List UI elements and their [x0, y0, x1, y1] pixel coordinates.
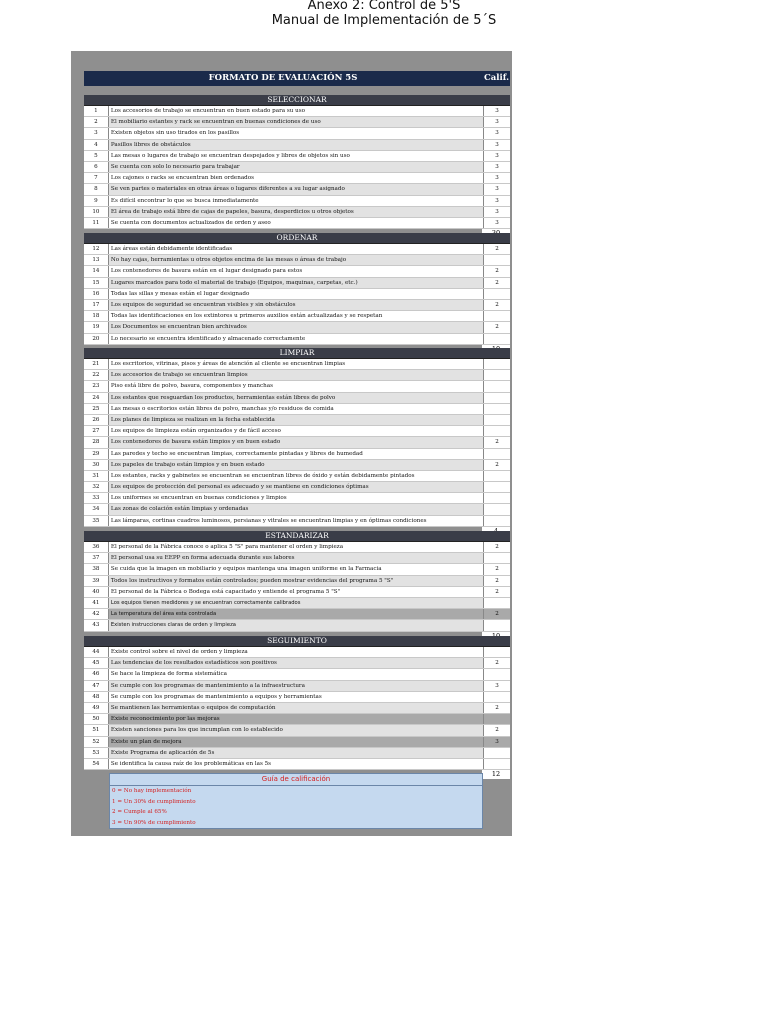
item-description: Las mesas o lugares de trabajo se encuentran despejados y libres de objetos sin uso [108, 151, 484, 161]
table-row [84, 576, 510, 587]
item-number: 3 [84, 128, 108, 138]
table-row [84, 415, 510, 426]
item-number: 26 [84, 415, 108, 425]
table-row [84, 311, 510, 322]
item-score [484, 647, 510, 657]
item-score [484, 493, 510, 503]
item-number: 44 [84, 647, 108, 657]
item-score [484, 759, 510, 769]
item-description: Los equipos tienen medidores y se encuentran correctamente calibrados [108, 598, 484, 608]
section-header: ESTANDARIZAR [84, 531, 510, 542]
table-row [84, 244, 510, 255]
item-score: 3 [484, 140, 510, 150]
item-number: 32 [84, 482, 108, 492]
item-number: 13 [84, 255, 108, 265]
table-row [84, 393, 510, 404]
table-row [84, 748, 510, 759]
item-description: Piso está libre de polvo, basura, componentes y manchas [108, 381, 484, 391]
item-description: No hay cajas, herramientas u otros objetos encima de las mesas o áreas de trabajo [108, 255, 484, 265]
item-description: Los accesorios de trabajo se encuentran limpios [108, 370, 484, 380]
item-number: 30 [84, 460, 108, 470]
item-score [484, 415, 510, 425]
item-number: 33 [84, 493, 108, 503]
item-description: Se hace la limpieza de forma sistemática [108, 669, 484, 679]
item-description: La temperatura del área esta controlada [108, 609, 484, 619]
item-number: 18 [84, 311, 108, 321]
table-row [84, 504, 510, 515]
item-score [484, 748, 510, 758]
item-description: Los accesorios de trabajo se encuentran en buen estado para su uso [108, 106, 484, 116]
item-number: 25 [84, 404, 108, 414]
form-title: FORMATO DE EVALUACIÓN 5S [208, 73, 358, 83]
table-row [84, 658, 510, 669]
table-row [84, 359, 510, 370]
item-number: 52 [84, 737, 108, 747]
item-score: 2 [484, 658, 510, 668]
item-number: 8 [84, 184, 108, 194]
item-number: 7 [84, 173, 108, 183]
item-description: Todas las sillas y mesas están el lugar designado [108, 289, 484, 299]
item-description: Se cumple con los programas de mantenimiento a la infraestructura [108, 681, 484, 691]
item-score [484, 504, 510, 514]
item-description: Se ven partes o materiales en otras áreas o lugares diferentes a su lugar asignado [108, 184, 484, 194]
table-row [84, 449, 510, 460]
rating-guide-line: 3 = Un 90% de cumplimiento [112, 819, 196, 826]
table-row [84, 266, 510, 277]
rating-guide-title: Guía de calificación [110, 774, 482, 786]
item-description: Las tendencias de los resultados estadísticos son positivos [108, 658, 484, 668]
item-score: 3 [484, 173, 510, 183]
item-description: Los cajones o racks se encuentran bien ordenados [108, 173, 484, 183]
item-number: 22 [84, 370, 108, 380]
item-number: 54 [84, 759, 108, 769]
item-number: 21 [84, 359, 108, 369]
item-score [484, 370, 510, 380]
table-row [84, 471, 510, 482]
table-row [84, 381, 510, 392]
table-row [84, 151, 510, 162]
item-description: Existe control sobre el nivel de orden y limpieza [108, 647, 484, 657]
table-row [84, 426, 510, 437]
item-number: 53 [84, 748, 108, 758]
section-header: LIMPIAR [84, 348, 510, 359]
item-number: 39 [84, 576, 108, 586]
table-row [84, 564, 510, 575]
item-score [484, 692, 510, 702]
item-score: 3 [484, 196, 510, 206]
item-score: 2 [484, 300, 510, 310]
table-row [84, 404, 510, 415]
item-description: Las áreas están debidamente identificadas [108, 244, 484, 254]
item-score: 2 [484, 322, 510, 332]
item-description: El personal de la Fábrica o Bodega está capacitado y entiende el programa 5 "S" [108, 587, 484, 597]
item-score [484, 381, 510, 391]
item-score [484, 553, 510, 563]
item-number: 28 [84, 437, 108, 447]
item-description: Se cumple con los programas de mantenimiento a equipos y herramientas [108, 692, 484, 702]
item-score: 3 [484, 737, 510, 747]
item-number: 42 [84, 609, 108, 619]
table-row [84, 128, 510, 139]
item-score [484, 289, 510, 299]
table-row [84, 759, 510, 770]
manual-title: Manual de Implementación de 5´S [271, 13, 497, 28]
item-score: 3 [484, 207, 510, 217]
item-score: 2 [484, 609, 510, 619]
item-number: 5 [84, 151, 108, 161]
item-description: Lo necesario se encuentra identificado y almacenado correctamente [108, 334, 484, 344]
item-score: 2 [484, 542, 510, 552]
item-score [484, 669, 510, 679]
item-description: Se cuida que la imagen en mobiliario y equipos mantenga una imagen uniforme en la Farmacia [108, 564, 484, 574]
item-description: Todos los instructivos y formatos están controlados; pueden mostrar evidencias del programa 5 "S" [108, 576, 484, 586]
item-score: 3 [484, 151, 510, 161]
item-score: 3 [484, 117, 510, 127]
table-row [84, 516, 510, 527]
item-score [484, 598, 510, 608]
table-row [84, 542, 510, 553]
item-score [484, 393, 510, 403]
item-number: 6 [84, 162, 108, 172]
table-row [84, 278, 510, 289]
section-seleccionar [84, 95, 510, 238]
table-row [84, 140, 510, 151]
section-header: SEGUIMIENTO [84, 636, 510, 647]
table-row [84, 692, 510, 703]
item-number: 37 [84, 553, 108, 563]
annex-title: Anexo 2: Control de 5'S [307, 0, 461, 13]
item-score [484, 516, 510, 526]
item-score [484, 255, 510, 265]
table-row [84, 669, 510, 680]
table-row [84, 289, 510, 300]
item-number: 48 [84, 692, 108, 702]
item-score: 3 [484, 681, 510, 691]
item-score: 3 [484, 162, 510, 172]
item-number: 12 [84, 244, 108, 254]
item-description: Los escritorios, vitrinas, pisos y áreas de atención al cliente se encuentran limpias [108, 359, 484, 369]
item-number: 10 [84, 207, 108, 217]
item-score: 2 [484, 576, 510, 586]
item-number: 35 [84, 516, 108, 526]
item-description: Las zonas de colación están limpias y ordenadas [108, 504, 484, 514]
item-score: 3 [484, 128, 510, 138]
item-description: Es difícil encontrar lo que se busca inmediatamente [108, 196, 484, 206]
section-ordenar [84, 233, 510, 354]
item-score: 2 [484, 725, 510, 735]
item-score [484, 426, 510, 436]
item-score [484, 311, 510, 321]
item-number: 15 [84, 278, 108, 288]
item-number: 29 [84, 449, 108, 459]
item-description: Lugares marcados para todo el material de trabajo (Equipos, maquinas, carpetas, etc.) [108, 278, 484, 288]
item-score: 2 [484, 244, 510, 254]
item-score: 2 [484, 437, 510, 447]
item-number: 38 [84, 564, 108, 574]
table-row [84, 334, 510, 345]
item-number: 1 [84, 106, 108, 116]
table-row [84, 493, 510, 504]
table-row [84, 609, 510, 620]
item-description: Los planes de limpieza se realizan en la fecha establecida [108, 415, 484, 425]
item-description: Se mantienen las herramientas o equipos de computación [108, 703, 484, 713]
table-row [84, 737, 510, 748]
item-description: El personal usa su EEPP en forma adecuada durante sus labores [108, 553, 484, 563]
item-description: El mobiliario estantes y rack se encuentran en buenas condiciones de uso [108, 117, 484, 127]
section-header: ORDENAR [84, 233, 510, 244]
item-description: Los contenedores de basura están en el lugar designado para estos [108, 266, 484, 276]
table-row [84, 173, 510, 184]
table-row [84, 553, 510, 564]
item-description: Los Documentos se encuentran bien archivados [108, 322, 484, 332]
item-score: 2 [484, 564, 510, 574]
item-score: 3 [484, 106, 510, 116]
form-title-bar [84, 71, 510, 86]
item-number: 51 [84, 725, 108, 735]
item-description: El área de trabajo está libre de cajas de papeles, basura, desperdicios u otros objetos [108, 207, 484, 217]
item-score: 2 [484, 587, 510, 597]
rating-guide-line: 2 = Cumple al 65% [112, 809, 167, 815]
section-header: SELECCIONAR [84, 95, 510, 106]
item-description: Los papeles de trabajo están limpios y en buen estado [108, 460, 484, 470]
table-row [84, 482, 510, 493]
item-number: 46 [84, 669, 108, 679]
table-row [84, 647, 510, 658]
section-total: 12 [482, 770, 510, 779]
table-row [84, 725, 510, 736]
item-score [484, 404, 510, 414]
item-number: 11 [84, 218, 108, 228]
table-row [84, 322, 510, 333]
item-description: Los equipos de limpieza están organizados y de fácil acceso [108, 426, 484, 436]
item-number: 19 [84, 322, 108, 332]
table-row [84, 587, 510, 598]
table-row [84, 437, 510, 448]
table-row [84, 207, 510, 218]
item-score [484, 471, 510, 481]
item-score [484, 359, 510, 369]
item-description: Existe reconocimiento por las mejoras [108, 714, 484, 724]
item-description: Existen instrucciones claras de orden y limpieza [108, 620, 484, 630]
item-number: 17 [84, 300, 108, 310]
rating-guide [109, 773, 483, 829]
item-description: Se cuenta con solo lo necesario para trabajar [108, 162, 484, 172]
item-description: Las mesas o escritorios están libres de polvo, manchas y/o residuos de comida [108, 404, 484, 414]
item-score: 3 [484, 218, 510, 228]
table-row [84, 598, 510, 609]
item-description: Las paredes y techo se encuentran limpias, correctamente pintadas y libres de humedad [108, 449, 484, 459]
section-limpiar [84, 348, 510, 536]
item-score: 2 [484, 278, 510, 288]
item-description: Se identifica la causa raíz de los problemáticas en las 5s [108, 759, 484, 769]
table-row [84, 162, 510, 173]
item-number: 36 [84, 542, 108, 552]
item-number: 23 [84, 381, 108, 391]
item-number: 14 [84, 266, 108, 276]
table-row [84, 106, 510, 117]
item-number: 41 [84, 598, 108, 608]
score-header: Calif. [484, 73, 510, 83]
item-description: Existen sanciones para los que incumplan con lo establecido [108, 725, 484, 735]
item-number: 34 [84, 504, 108, 514]
item-description: Los estantes que resguardan los productos, herramientas están libres de polvo [108, 393, 484, 403]
item-score [484, 714, 510, 724]
item-score: 2 [484, 460, 510, 470]
item-description: Todas las identificaciones en los extintores u primeros auxilios están actualizadas y se respetan [108, 311, 484, 321]
item-score: 2 [484, 703, 510, 713]
item-number: 49 [84, 703, 108, 713]
item-description: Se cuenta con documentos actualizados de orden y aseo [108, 218, 484, 228]
item-number: 9 [84, 196, 108, 206]
item-number: 47 [84, 681, 108, 691]
item-score: 3 [484, 184, 510, 194]
rating-guide-line: 0 = No hay implementación [112, 788, 192, 794]
table-row [84, 370, 510, 381]
item-score [484, 449, 510, 459]
item-number: 4 [84, 140, 108, 150]
table-row [84, 460, 510, 471]
item-score [484, 334, 510, 344]
table-row [84, 703, 510, 714]
table-row [84, 300, 510, 311]
item-number: 27 [84, 426, 108, 436]
item-description: Los equipos de protección del personal es adecuado y se mantiene en condiciones óptimas [108, 482, 484, 492]
table-row [84, 196, 510, 207]
item-number: 2 [84, 117, 108, 127]
table-row [84, 184, 510, 195]
item-description: Pasillos libres de obstáculos [108, 140, 484, 150]
table-row [84, 714, 510, 725]
item-number: 24 [84, 393, 108, 403]
item-description: Los contenedores de basura están limpios y en buen estado [108, 437, 484, 447]
item-number: 31 [84, 471, 108, 481]
item-description: Los estantes, racks y gabinetes se encuentran se encuentran libres de óxido y están debidamente pintados [108, 471, 484, 481]
item-number: 16 [84, 289, 108, 299]
item-number: 43 [84, 620, 108, 630]
item-description: Los uniformes se encuentran en buenas condiciones y limpios [108, 493, 484, 503]
rating-guide-line: 1 = Un 30% de cumplimiento [112, 798, 196, 805]
item-description: Existe Programa de aplicación de 5s [108, 748, 484, 758]
item-number: 45 [84, 658, 108, 668]
item-number: 40 [84, 587, 108, 597]
table-row [84, 218, 510, 229]
item-number: 20 [84, 334, 108, 344]
item-description: Los equipos de seguridad se encuentran visibles y sin obstáculos [108, 300, 484, 310]
item-description: Las lámparas, cortinas cuadros luminosos, persianas y vitrales se encuentran limpias y en óptimas condiciones [108, 516, 484, 526]
table-row [84, 117, 510, 128]
table-row [84, 681, 510, 692]
item-description: Existen objetos sin uso tirados en los pasillos [108, 128, 484, 138]
item-score [484, 620, 510, 630]
item-number: 50 [84, 714, 108, 724]
section-seguimiento [84, 636, 510, 779]
table-row [84, 255, 510, 266]
item-description: El personal de la Fábrica conoce o aplica 5 "S" para mantener el orden y limpieza [108, 542, 484, 552]
item-score [484, 482, 510, 492]
table-row [84, 620, 510, 631]
item-score: 2 [484, 266, 510, 276]
item-description: Existe un plan de mejora [108, 737, 484, 747]
section-estandarizar [84, 531, 510, 641]
